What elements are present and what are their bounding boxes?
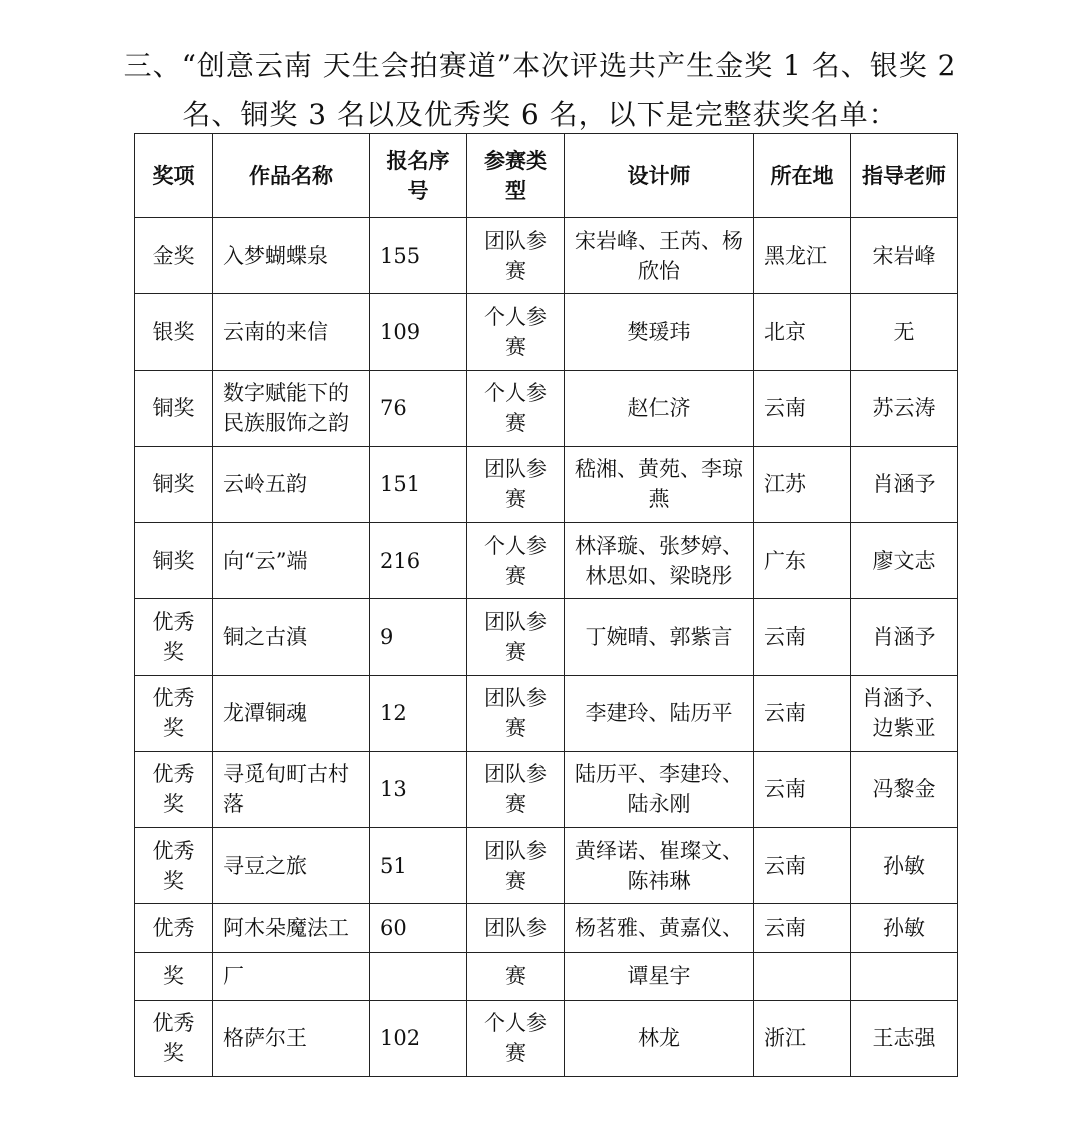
cell-location: 黑龙江 (754, 218, 851, 294)
table-row (135, 904, 958, 952)
cell-no: 51 (370, 828, 467, 904)
cell-designer: 杨茗雅、黄嘉仪、 (565, 904, 754, 952)
cell-teacher: 孙敏 (851, 904, 958, 952)
header-location: 所在地 (754, 134, 851, 218)
cell-no: 76 (370, 370, 467, 446)
cell-award: 优秀奖 (135, 675, 213, 751)
cell-no: 60 (370, 904, 467, 952)
cell-teacher: 无 (851, 294, 958, 370)
cell-work: 云南的来信 (213, 294, 370, 370)
cell-work: 龙潭铜魂 (213, 675, 370, 751)
cell-award: 优秀奖 (135, 1000, 213, 1076)
cell-designer: 陆历平、李建玲、陆永刚 (565, 751, 754, 827)
table-row (135, 523, 958, 599)
cell-work: 寻豆之旅 (213, 828, 370, 904)
table-row (135, 675, 958, 751)
cell-work: 寻觅旬町古村落 (213, 751, 370, 827)
cell-no: 155 (370, 218, 467, 294)
award-table (134, 133, 958, 1077)
cell-no (370, 952, 467, 1000)
cell-type: 团队参赛 (467, 828, 565, 904)
cell-no: 109 (370, 294, 467, 370)
table-row (135, 446, 958, 522)
cell-location: 广东 (754, 523, 851, 599)
header-number: 报名序号 (370, 134, 467, 218)
cell-designer: 丁婉晴、郭紫言 (565, 599, 754, 675)
cell-type: 赛 (467, 952, 565, 1000)
cell-type: 团队参 (467, 904, 565, 952)
cell-award: 优秀奖 (135, 828, 213, 904)
cell-teacher: 宋岩峰 (851, 218, 958, 294)
cell-designer: 宋岩峰、王芮、杨欣怡 (565, 218, 754, 294)
cell-work: 向“云”端 (213, 523, 370, 599)
cell-teacher: 肖涵予 (851, 446, 958, 522)
table-row (135, 1000, 958, 1076)
cell-award: 铜奖 (135, 370, 213, 446)
cell-award: 奖 (135, 952, 213, 1000)
cell-type: 团队参赛 (467, 751, 565, 827)
cell-type: 个人参赛 (467, 1000, 565, 1076)
cell-no: 9 (370, 599, 467, 675)
cell-designer: 赵仁济 (565, 370, 754, 446)
cell-designer: 林泽璇、张梦婷、林思如、梁晓彤 (565, 523, 754, 599)
cell-location: 云南 (754, 370, 851, 446)
cell-award: 银奖 (135, 294, 213, 370)
table-row (135, 751, 958, 827)
cell-teacher: 肖涵予 (851, 599, 958, 675)
cell-no: 12 (370, 675, 467, 751)
cell-type: 个人参赛 (467, 523, 565, 599)
cell-teacher (851, 952, 958, 1000)
cell-location: 云南 (754, 751, 851, 827)
cell-no: 13 (370, 751, 467, 827)
header-teacher: 指导老师 (851, 134, 958, 218)
cell-teacher: 廖文志 (851, 523, 958, 599)
cell-no: 216 (370, 523, 467, 599)
cell-type: 团队参赛 (467, 599, 565, 675)
cell-designer: 樊瑗玮 (565, 294, 754, 370)
cell-work: 厂 (213, 952, 370, 1000)
table-row (135, 294, 958, 370)
table-row (135, 370, 958, 446)
cell-designer: 林龙 (565, 1000, 754, 1076)
cell-location: 北京 (754, 294, 851, 370)
cell-award: 优秀奖 (135, 599, 213, 675)
cell-teacher: 肖涵予、边紫亚 (851, 675, 958, 751)
cell-work: 阿木朵魔法工 (213, 904, 370, 952)
cell-award: 金奖 (135, 218, 213, 294)
cell-teacher: 王志强 (851, 1000, 958, 1076)
cell-teacher: 苏云涛 (851, 370, 958, 446)
cell-location: 云南 (754, 828, 851, 904)
header-work: 作品名称 (213, 134, 370, 218)
header-award: 奖项 (135, 134, 213, 218)
cell-no: 151 (370, 446, 467, 522)
cell-designer: 黄绎诺、崔璨文、陈祎琳 (565, 828, 754, 904)
cell-designer: 谭星宇 (565, 952, 754, 1000)
cell-type: 团队参赛 (467, 675, 565, 751)
cell-award: 铜奖 (135, 446, 213, 522)
cell-designer: 李建玲、陆历平 (565, 675, 754, 751)
cell-type: 团队参赛 (467, 218, 565, 294)
cell-no: 102 (370, 1000, 467, 1076)
cell-designer: 嵇湘、黄苑、李琼燕 (565, 446, 754, 522)
cell-award: 铜奖 (135, 523, 213, 599)
cell-location (754, 952, 851, 1000)
cell-work: 铜之古滇 (213, 599, 370, 675)
table-row (135, 599, 958, 675)
header-type: 参赛类型 (467, 134, 565, 218)
table-header-row (135, 134, 958, 218)
intro-line-2: 名、铜奖 3 名以及优秀奖 6 名，以下是完整获奖名单： (182, 98, 898, 131)
cell-teacher: 孙敏 (851, 828, 958, 904)
cell-location: 云南 (754, 599, 851, 675)
cell-award: 优秀奖 (135, 751, 213, 827)
cell-type: 个人参赛 (467, 294, 565, 370)
cell-work: 格萨尔王 (213, 1000, 370, 1076)
cell-work: 数字赋能下的民族服饰之韵 (213, 370, 370, 446)
table-row (135, 218, 958, 294)
cell-type: 团队参赛 (467, 446, 565, 522)
intro-line-1: 三、“创意云南 天生会拍赛道”本次评选共产生金奖 1 名、银奖 2 (123, 49, 957, 82)
table-row (135, 952, 958, 1000)
cell-location: 浙江 (754, 1000, 851, 1076)
cell-location: 云南 (754, 675, 851, 751)
header-designer: 设计师 (565, 134, 754, 218)
cell-award: 优秀 (135, 904, 213, 952)
cell-location: 江苏 (754, 446, 851, 522)
cell-location: 云南 (754, 904, 851, 952)
cell-teacher: 冯黎金 (851, 751, 958, 827)
cell-work: 云岭五韵 (213, 446, 370, 522)
table-row (135, 828, 958, 904)
cell-type: 个人参赛 (467, 370, 565, 446)
cell-work: 入梦蝴蝶泉 (213, 218, 370, 294)
